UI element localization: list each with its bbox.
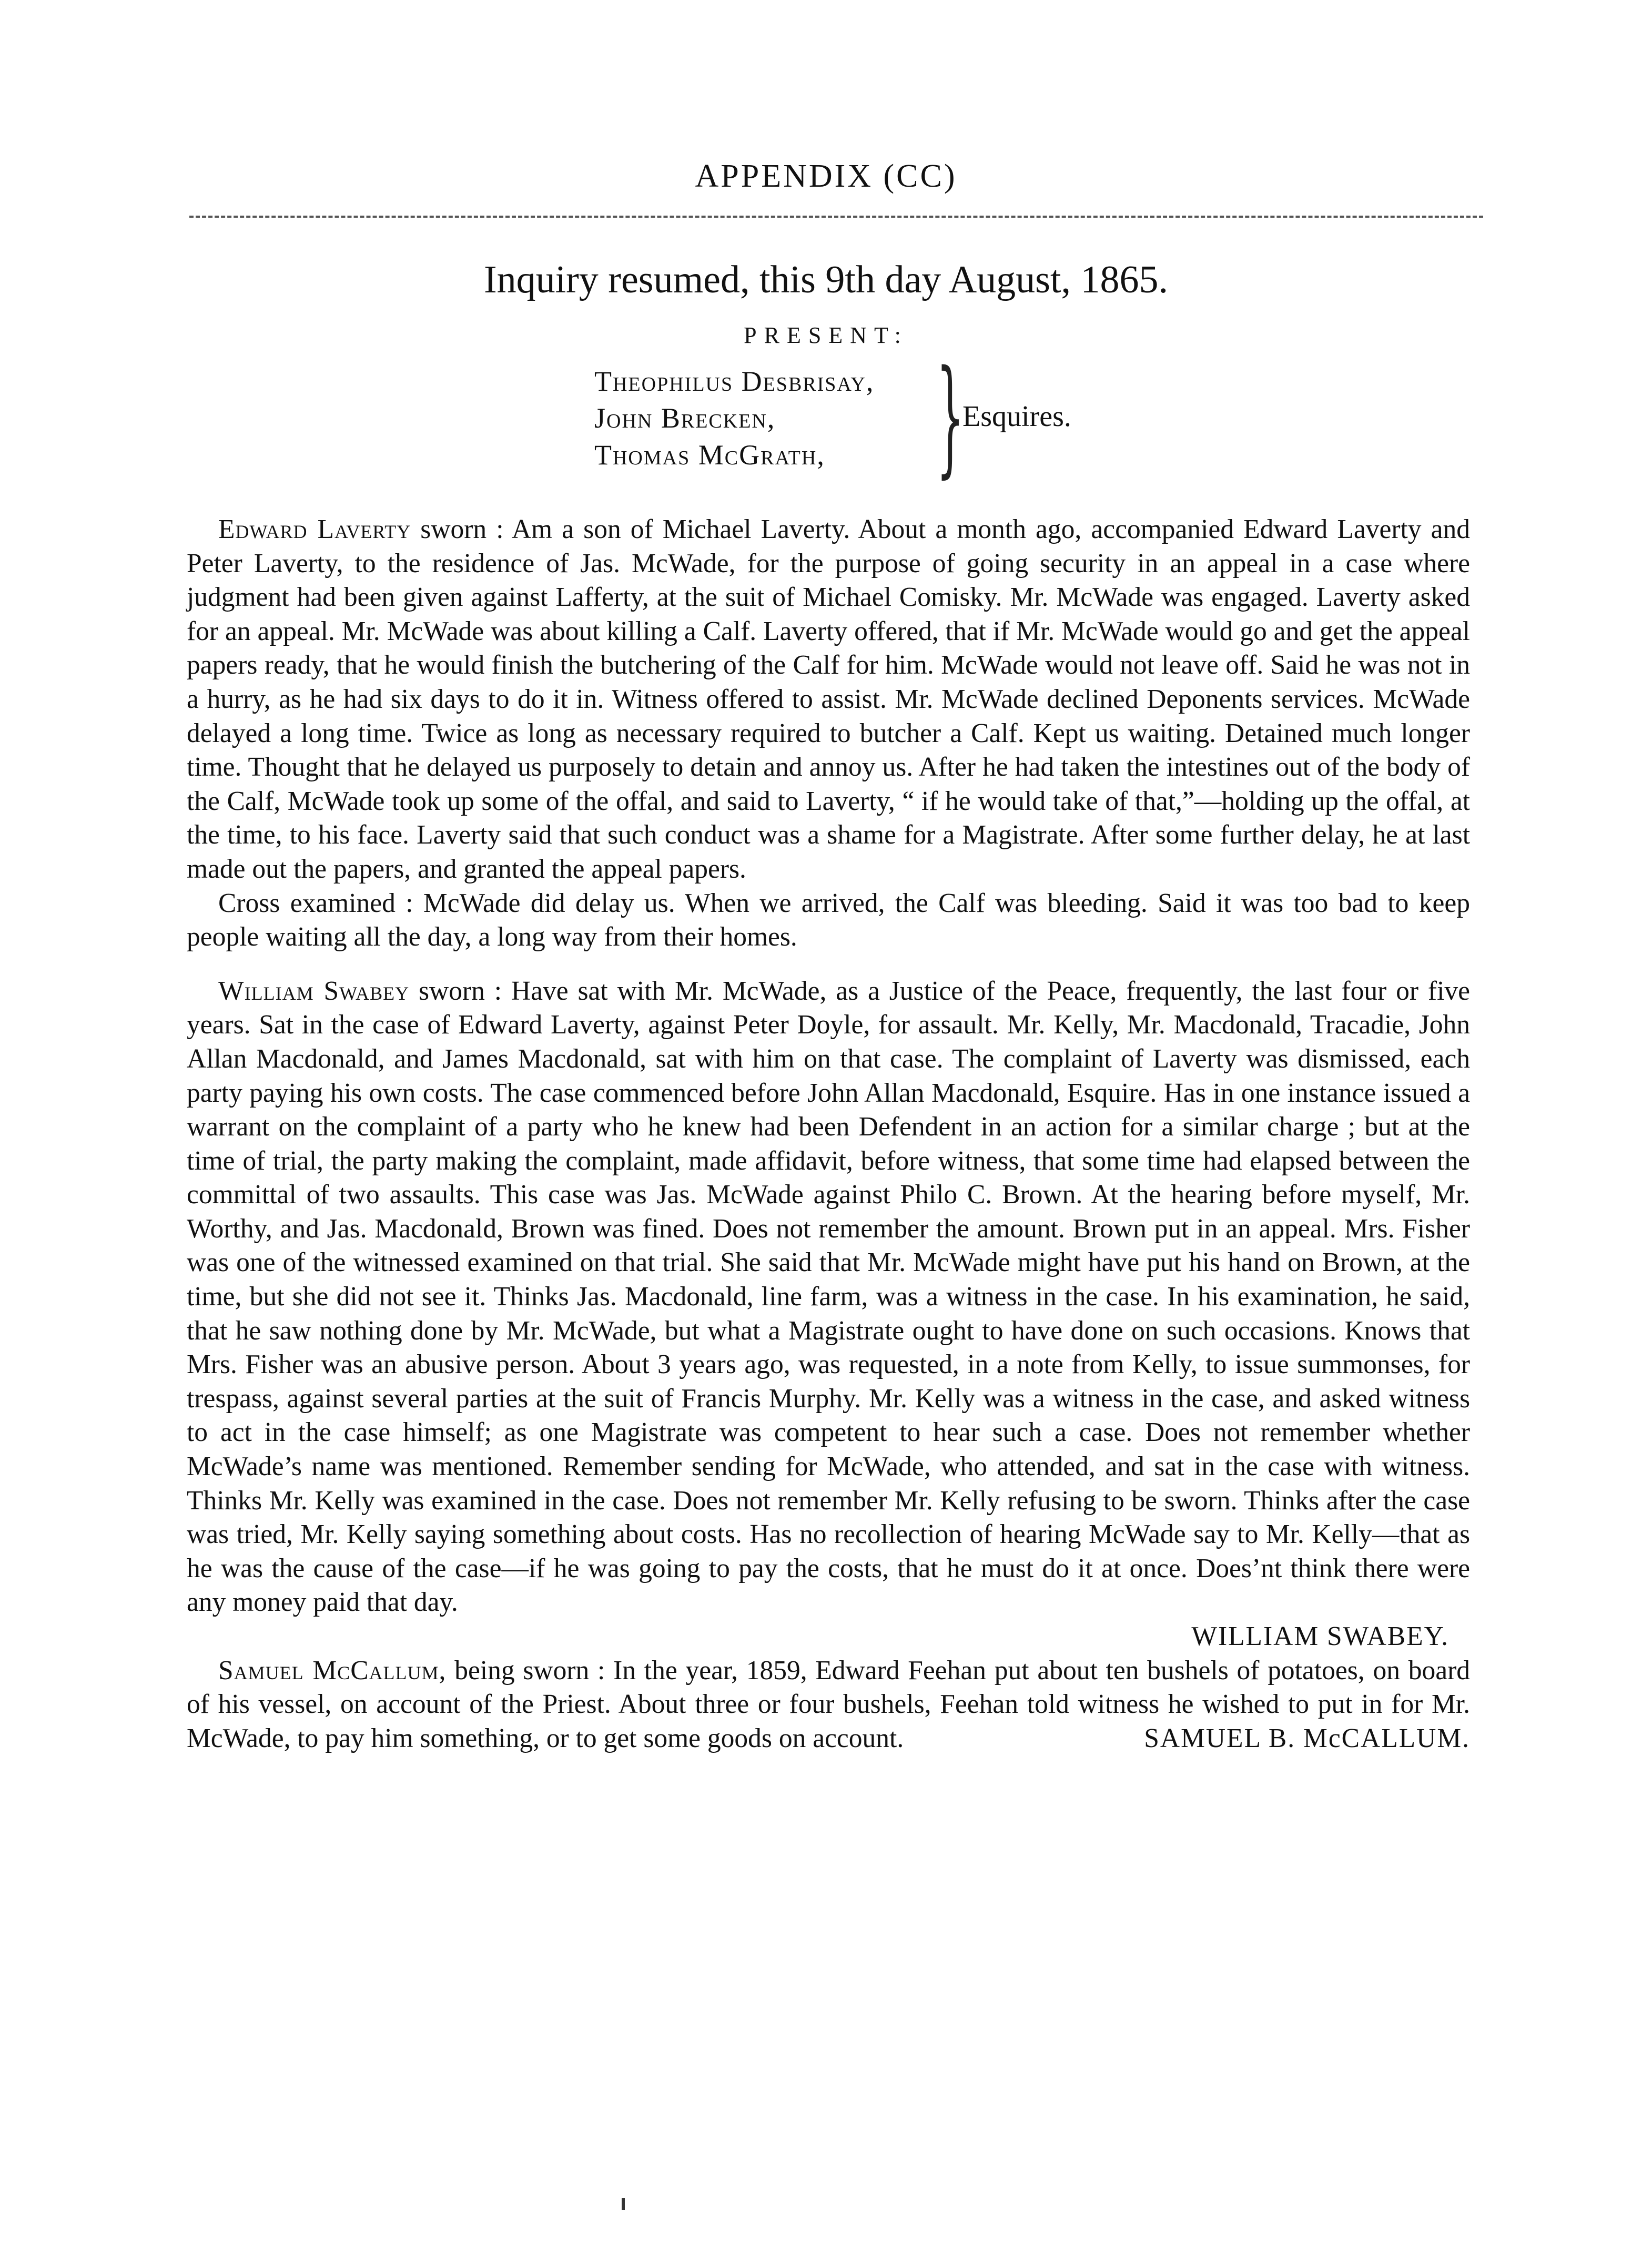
- testimony-paragraph: [187, 1654, 1470, 1756]
- header-rule: [189, 216, 1483, 218]
- justice-name: Theophilus Desbrisay,: [594, 365, 875, 397]
- testimony-paragraph: [187, 513, 1470, 887]
- justices-list: [594, 363, 874, 473]
- witness-name: Samuel McCallum,: [218, 1655, 447, 1685]
- esquires-label: Esquires.: [962, 400, 1071, 433]
- present-label: PRESENT:: [744, 322, 908, 348]
- cross-examination-paragraph: Cross examined : McWade did delay us. When we arrived, the Calf was bleeding. Said it was too bad to keep people waiting all the day, a long way from their homes.: [187, 888, 1470, 952]
- grouping-brace: }: [936, 343, 965, 490]
- witness-name: William Swabey: [218, 976, 410, 1006]
- testimony-text: being sworn : In the year, 1859, Edward Feehan put about ten bushels of potatoes, on board of his vessel, on account of the Priest. About three or four bushels, Feehan told witness he wished to put in for Mr. McWade, to pay him something, or to get some goods on account.: [187, 1655, 1470, 1753]
- testimony-paragraph: [187, 974, 1470, 1620]
- footer-mark: [622, 2198, 625, 2210]
- witness-signature: WILLIAM SWABEY.: [1191, 1621, 1449, 1651]
- testimony-text: sworn : Am a son of Michael Laverty. About a month ago, accompanied Edward Laverty and Peter Laverty, to the residence of Jas. McWade, for the purpose of going security in an appeal in a case where judgment had been given against Lafferty, at the suit of Michael Comisky. Mr. McWade was engaged. Laverty asked for an appeal. Mr. McWade was about killing a Calf. Laverty offered, that if Mr. McWade would go and get the appeal papers ready, that he would finish the butchering of the Calf for him. McWade would not leave off. Said he was not in a hurry, as he had six days to do it in. Witness offered to assist. Mr. McWade declined Deponents services. McWade delayed a long time. Twice as long as necessary required to butcher a Calf. Kept us waiting. Detained much longer time. Thought that he delayed us purposely to detain and annoy us. After he had taken the intestines out of the body of the Calf, McWade took up some of the offal, and said to Laverty, “ if he would take of that,”—holding up the offal, at the time, to his face. Laverty said that such conduct was a shame for a Magistrate. After some further delay, he at last made out the papers, and granted the appeal papers.: [187, 514, 1470, 884]
- appendix-header: APPENDIX (CC): [695, 158, 957, 194]
- justice-name: Thomas McGrath,: [594, 439, 825, 471]
- justice-name: John Brecken,: [594, 402, 776, 434]
- witness-name: Edward Laverty: [218, 514, 411, 544]
- testimony-body: [187, 513, 1470, 1755]
- witness-signature: SAMUEL B. McCALLUM.: [1144, 1723, 1470, 1753]
- inquiry-date-line: Inquiry resumed, this 9th day August, 1865.: [483, 258, 1169, 301]
- testimony-text: sworn : Have sat with Mr. McWade, as a Justice of the Peace, frequently, the last four or five years. Sat in the case of Edward Laverty, against Peter Doyle, for assault. Mr. Kelly, Mr. Macdonald, Tracadie, John Allan Macdonald, and James Macdonald, sat with him on that case. The complaint of Laverty was dismissed, each party paying his own costs. The case commenced before John Allan Macdonald, Esquire. Has in one instance issued a warrant on the complaint of a party who he knew had been Defendent in an action for a similar charge ; but at the time of trial, the party making the complaint, made affidavit, before witness, that some time had elapsed between the committal of two assaults. This case was Jas. McWade against Philo C. Brown. At the hearing before myself, Mr. Worthy, and Jas. Macdonald, Brown was fined. Does not remember the amount. Brown put in an appeal. Mrs. Fisher was one of the witnessed examined on that trial. She said that Mr. McWade might have put his hand on Brown, at the time, but she did not see it. Thinks Jas. Macdonald, line farm, was a witness in the case. In his examination, he said, that he saw nothing done by Mr. McWade, but what a Magistrate ought to have done on such occasions. Knows that Mrs. Fisher was an abusive person. About 3 years ago, was requested, in a note from Kelly, to issue summonses, for trespass, against several parties at the suit of Francis Murphy. Mr. Kelly was a witness in the case, and asked witness to act in the case himself; as one Magistrate was competent to hear such a case. Does not remember whether McWade’s name was mentioned. Remember sending for McWade, who attended, and sat in the case with witness. Thinks Mr. Kelly was examined in the case. Does not remember Mr. Kelly refusing to be sworn. Thinks after the case was tried, Mr. Kelly saying something about costs. Has no recollection of hearing McWade say to Mr. Kelly—that as he was the cause of the case—if he was going to pay the costs, that he must do it at once. Does’nt think there were any money paid that day.: [187, 976, 1471, 1618]
